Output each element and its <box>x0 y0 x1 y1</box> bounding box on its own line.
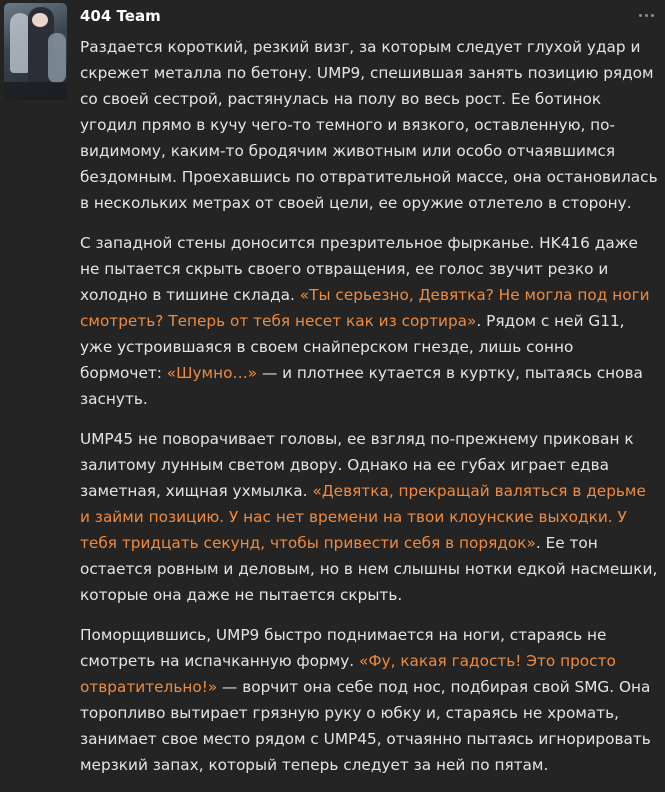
message-body <box>80 34 660 792</box>
avatar-figure <box>4 82 67 100</box>
paragraph-2 <box>80 230 660 412</box>
narration-text: Раздается короткий, резкий визг, за которым следует глухой удар и скрежет металла по бетону. UMP9, спешившая занять позицию рядом со своей сестрой, растянулась на полу во весь рост. Ее ботинок угодил прямо в кучу чего-то темного и вязкого, оставленную, по-видимому, каким-то бродячим животным или особо отчаявшимся бездомным. Проехавшись по отвратительной массе, она остановилась в нескольких метрах от своей цели, ее оружие отлетело в сторону. <box>80 38 658 212</box>
paragraph-4 <box>80 622 660 778</box>
avatar[interactable] <box>4 3 67 100</box>
dialogue-quote: «Фу, какая гадость! Это просто отвратительно!» <box>80 652 616 696</box>
narration-text: Поморщившись, UMP9 быстро поднимается на ноги, стараясь не смотреть на испачканную форму. <box>80 626 607 670</box>
more-options-icon[interactable] <box>637 6 655 24</box>
narration-text: — и плотнее кутается в куртку, пытаясь снова заснуть. <box>80 364 643 408</box>
dot <box>639 14 642 17</box>
paragraph-1 <box>80 34 660 216</box>
avatar-figure <box>32 13 48 27</box>
narration-text: . Ее тон остается ровным и деловым, но в нем слышны нотки едкой насмешки, которые она даже не пытается скрыть. <box>80 534 658 604</box>
paragraph-3 <box>80 426 660 608</box>
dialogue-quote: «Ты серьезно, Девятка? Не могла под ноги смотреть? Теперь от тебя несет как из сортира» <box>80 286 650 330</box>
dialogue-quote: «Шумно…» <box>166 364 258 382</box>
avatar-figure <box>10 13 30 73</box>
narration-text: — ворчит она себе под нос, подбирая свой SMG. Она торопливо вытирает грязную руку о юбку и, стараясь не хромать, занимает свое место рядом с UMP45, отчаянно пытаясь игнорировать мерзкий запах, который теперь следует за ней по пятам. <box>80 678 651 774</box>
narration-text: . Рядом с ней G11, уже устроившаяся в своем снайперском гнезде, лишь сонно бормочет: <box>80 312 625 382</box>
dot <box>651 14 654 17</box>
avatar-figure <box>48 33 66 83</box>
narration-text: UMP45 не поворачивает головы, ее взгляд по-прежнему прикован к залитому лунным светом двору. Однако на ее губах играет едва заметная, хищная ухмылка. <box>80 430 634 500</box>
narration-text: С западной стены доносится презрительное фырканье. HK416 даже не пытается скрыть своего отвращения, ее голос звучит резко и холодно в тишине склада. <box>80 234 638 304</box>
dot <box>645 14 648 17</box>
dialogue-quote: «Девятка, прекращай валяться в дерьме и займи позицию. У нас нет времени на твои клоунские выходки. У тебя тридцать секунд, чтобы привести себя в порядок» <box>80 482 646 552</box>
username[interactable]: 404 Team <box>80 7 161 25</box>
